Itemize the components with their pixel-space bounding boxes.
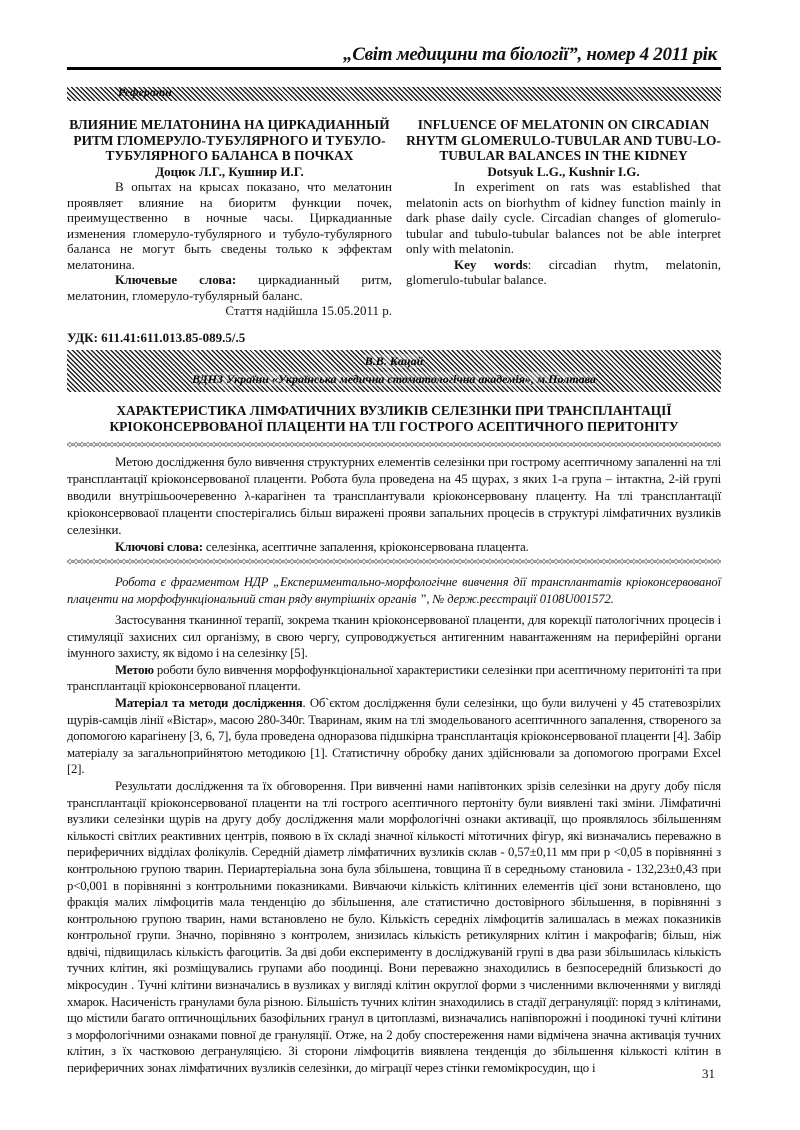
author-block <box>67 352 721 388</box>
abstract-en-authors: Dotsyuk L.G., Kushnir I.G. <box>487 163 640 179</box>
aim-text: роботи було вивчення морфофункціональної характеристики селезінки при асептичному перитоніті та при трансплантації кріоконсервованої плаценти. <box>67 662 721 694</box>
keywords-label: Ключевые слова: <box>115 272 237 287</box>
abstract-ru-text: В опытах на крысах показано, что мелатонин проявляет влияние на биоритм функции почек, преимущественно в ночные часы. Циркадианные изменения гломеруло-тубулярного и тубуло-тубулярного баланса не могут быть сведены только к эффектам мелатонина. <box>67 179 392 272</box>
funding-note: Робота є фрагментом НДР „Експериментально-морфологічне вивчення дії трансплантатів кріоконсервованої плаценти на морфофункціональний стан ряду внутрішніх органів ”, № держ.реєстрації 0108U001572. <box>67 575 721 606</box>
abstract-ru-keywords <box>67 272 392 303</box>
wavy-divider-top <box>67 441 721 449</box>
article-body <box>67 612 721 1077</box>
keywords: селезінка, асептичне запалення, кріоконсервована плацента. <box>202 539 529 554</box>
paragraph-intro: Застосування тканинної терапії, зокрема тканин кріоконсервованої плаценти, для корекції патологічних процесів і стимуляції захисних сил організму, в свою чергу, супроводжується антигенним навантаженням на периферійні органи імунного захисту, як відомо і на селезінку [5]. <box>67 613 721 661</box>
abstract-en-keywords <box>406 257 721 288</box>
abstract-ru-title: ВЛИЯНИЕ МЕЛАТОНИНА НА ЦИРКАДИАННЫЙ РИТМ ГЛОМЕРУЛО-ТУБУЛЯРНОГО И ТУБУЛО-ТУБУЛЯРНОГО БАЛАНСА В ПОЧКАХ <box>69 117 390 163</box>
header-rule <box>67 67 721 70</box>
abstract-ru-authors: Доцюк Л.Г., Кушнир И.Г. <box>155 163 304 179</box>
keywords: : circadian rhytm, melatonin, glomerulo-tubular balance. <box>406 256 721 287</box>
keywords-label: Key words <box>454 256 528 272</box>
article-summary <box>67 453 721 555</box>
udk-code: УДК: 611.41:611.013.85-089.5/.5 <box>67 330 246 345</box>
wavy-divider-bottom <box>67 558 721 566</box>
keywords: циркадианный ритм, мелатонин, гломеруло-тубулярный баланс. <box>67 272 392 303</box>
article-author: В.В. Кацай <box>364 354 424 368</box>
section-label: Реферати <box>118 85 172 99</box>
article-flow <box>67 403 721 1077</box>
paragraph-results: Результати дослідження та їх обговорення. При вивченні нами напівтонких зрізів селезінки на другу добу після трансплантації кріоконсервованої плаценти на тлі гострого асептичного пертоніту були виявлені такі зміни. Лімфатичні вузлики селезінки щурів на другу добу дослідження мали морфологічні ознаки активації, що проявлялось збільшенням кількості світлих реактивних центрів, появою в їх складі значної кількості мітотичних фігур, які визначались переважно в периферичних відділах фолікулів. Середній діаметр лімфатичних вузликів склав - 0,57±0,11 мм при р <0,05 в порівнянні з контрольною групою тварин. Периартеріальна зона була збільшена, товщина її в середньому становила - 132,23±0,43 при p<0,001 в порівнянні з контрольними показниками. Вивчаючи кількість клітинних елементів цієї зони встановлено, що фракція малих лімфоцитів мала тенденцію до збільшення, але статистично достовірного збільшення, в порівнянні з контрольною групою тварин, нами встановлено не було. Кількість середніх лімфоцитів залишалась в межах показників контрольної групи. Значно, порівняно з контролем, знизилась кількість ретикулярних клітин і макрофагів; більш, ніж вдвічі, підвищилась кількість фагоцитів. За дві доби експерименту в досліджуваній групі в два рази збільшилась кількість тучних клітин, які розміщувались групами або поодинці. Вони переважно знаходились в безпосередній близькості до мікросудин . Тучні клітини визначались в вузликах у вигляді клітин округлої форми з численними включеннями у вигляді хмарок. Насиченість гранулами була різною. Більшість тучних клітин знаходились в стадії дегрануляції: поряд з клітинами, що містили багато оптичнощільних базофільних гранул в цитоплазмі, визначались напівпорожні і поодинокі тучні клітини з морфологічними ознаками повної де грануляції. Отже, на 2 добу спостереження нами відмічена значна активація тучних клітин, з їх частковою дегрануляцією. Зі сторони лімфоцитів виявлена тенденція до збільшення кількості клітин в периферичних зонах лімфатичних вузликів селезінки, до міграції через стінки гемомікросудин, що і <box>67 778 721 1076</box>
abstract-en-text: In experiment on rats was established that melatonin acts on biorhythm of kidney function mainly in dark phase daily cycle. Circadian changes of glomerulo-tubular and tubulo-tubular balances not be able interpret only with melatonin. <box>406 179 721 256</box>
paragraph-methods <box>67 695 721 778</box>
received-date: Стаття надійшла 15.05.2011 р. <box>225 303 392 318</box>
methods-label: Матеріал та методи дослідження <box>115 695 303 710</box>
summary-text: Метою дослідження було вивчення структурних елементів селезінки при гострому асептичному запаленні на тлі трансплантації кріоконсервованої плаценти. Робота була проведена на 45 щурах, з яких 1-а група – інтактна, 2-ій групі вводили внутрішьоочеревенно λ-карагінен та трансплантували кріоконсервовану плаценту. На тлі трансплантації кріоконсервоваої плаценти спостерігались більш виражені прояви запальних процесів в структурі лімфатичних вузликів селезінки. <box>67 454 721 537</box>
aim-label: Метою <box>115 662 154 677</box>
methods-text: . Об`єктом дослідження були селезінки, що були вилучені у 45 статевозрілих щурів-самців лінії «Вістар», масою 280-340г. Тваринам, яким на тлі змодельованого асептичнного запалення, створеного за допомогою карагінену [3, 6, 7], була проведена одноразова підшкірна трансплантація кріоконсервованої плаценти [4]. Забір матеріалу за загальноприйнятою методикою [1]. Статистичну обробку даних здійснювали за допомогою програми Excel [2]. <box>67 695 721 777</box>
article-affiliation: ВДНЗ України «Українська медична стоматологічна академія», м.Полтава <box>192 372 596 386</box>
journal-header: „Світ медицини та біології”, номер 4 2011 рік <box>343 44 717 65</box>
paragraph-aim <box>67 662 721 695</box>
abstract-en <box>406 117 721 288</box>
page-number: 31 <box>702 1066 715 1081</box>
keywords-label: Ключові слова: <box>115 539 203 554</box>
article-title: ХАРАКТЕРИСТИКА ЛІМФАТИЧНИХ ВУЗЛИКІВ СЕЛЕЗІНКИ ПРИ ТРАНСПЛАНТАЦІЇ КРІОКОНСЕРВОВАНОЇ ПЛАЦЕНТИ НА ТЛІ ГОСТРОГО АСЕПТИЧНОГО ПЕРИТОНІТУ <box>109 403 679 434</box>
abstract-ru <box>67 117 392 319</box>
abstract-en-title: INFLUENCE OF MELATONIN ON CIRCADIAN RHYTM GLOMERULO-TUBULAR AND TUBU-LO-TUBULAR BALANCES IN THE KIDNEY <box>406 117 721 163</box>
